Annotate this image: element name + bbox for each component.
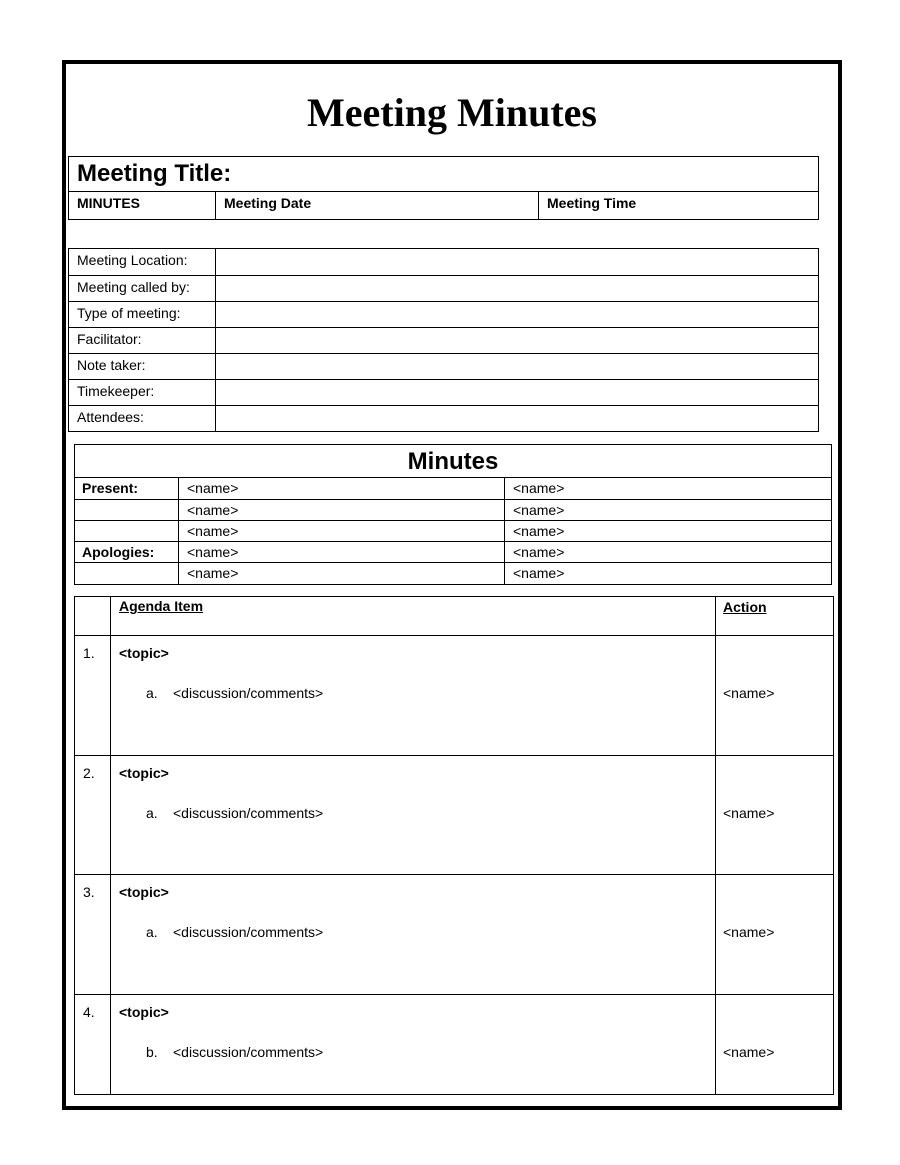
- attendee-name[interactable]: <name>: [513, 544, 565, 560]
- sub-item-letter: b.: [146, 1044, 158, 1060]
- info-row-attendees: [69, 405, 818, 432]
- minutes-heading: Minutes: [75, 445, 831, 478]
- info-row-facilitator: [69, 327, 818, 353]
- meeting-time-label[interactable]: Meeting Time: [547, 195, 637, 211]
- sub-item-letter: a.: [146, 805, 158, 821]
- info-row-timekeeper: [69, 379, 818, 405]
- attendance-row: [75, 520, 831, 541]
- agenda-topic[interactable]: <topic>: [119, 884, 169, 900]
- info-label: Note taker:: [77, 357, 146, 373]
- sub-item-letter: a.: [146, 924, 158, 940]
- agenda-number: 4.: [83, 1004, 95, 1020]
- agenda-table: [74, 596, 834, 1095]
- attendee-name[interactable]: <name>: [187, 544, 239, 560]
- action-owner[interactable]: <name>: [723, 924, 775, 940]
- attendance-row: [75, 541, 831, 562]
- action-owner[interactable]: <name>: [723, 685, 775, 701]
- attendee-name[interactable]: <name>: [513, 502, 565, 518]
- agenda-row: [75, 994, 833, 1094]
- agenda-item-header: Agenda Item: [119, 598, 204, 614]
- info-row-note-taker: [69, 353, 818, 379]
- action-header: Action: [723, 599, 767, 615]
- location-field[interactable]: [215, 249, 818, 275]
- discussion-comments[interactable]: <discussion/comments>: [173, 805, 324, 821]
- note-taker-field[interactable]: [215, 354, 818, 379]
- attendee-name[interactable]: <name>: [187, 502, 239, 518]
- attendee-name[interactable]: <name>: [187, 523, 239, 539]
- agenda-row: [75, 755, 833, 874]
- attendee-name[interactable]: <name>: [187, 480, 239, 496]
- divider: [215, 191, 216, 220]
- minutes-table: [74, 444, 832, 585]
- agenda-topic[interactable]: <topic>: [119, 765, 169, 781]
- discussion-comments[interactable]: <discussion/comments>: [173, 924, 324, 940]
- meeting-type-field[interactable]: [215, 302, 818, 327]
- apologies-label: Apologies:: [82, 544, 155, 560]
- attendance-row: [75, 499, 831, 520]
- attendee-name[interactable]: <name>: [513, 480, 565, 496]
- meeting-title-block: [68, 156, 819, 220]
- minutes-label: MINUTES: [77, 195, 140, 211]
- agenda-topic[interactable]: <topic>: [119, 645, 169, 661]
- timekeeper-field[interactable]: [215, 380, 818, 405]
- meeting-title-label: Meeting Title:: [77, 160, 232, 187]
- called-by-field[interactable]: [215, 276, 818, 301]
- agenda-header-row: [75, 597, 833, 635]
- page-frame: [62, 60, 842, 1110]
- agenda-number: 3.: [83, 884, 95, 900]
- agenda-row: [75, 874, 833, 994]
- attendees-field[interactable]: [215, 406, 818, 432]
- attendee-name[interactable]: <name>: [513, 523, 565, 539]
- info-label: Facilitator:: [77, 331, 142, 347]
- divider: [69, 191, 818, 192]
- agenda-topic[interactable]: <topic>: [119, 1004, 169, 1020]
- agenda-number: 1.: [83, 645, 95, 661]
- info-label: Timekeeper:: [77, 383, 155, 399]
- attendance-row: [75, 562, 831, 584]
- action-owner[interactable]: <name>: [723, 1044, 775, 1060]
- document-title: Meeting Minutes: [307, 90, 597, 135]
- attendee-name[interactable]: <name>: [513, 565, 565, 581]
- discussion-comments[interactable]: <discussion/comments>: [173, 685, 324, 701]
- info-row-location: [69, 249, 818, 275]
- info-row-called-by: [69, 275, 818, 301]
- info-label: Type of meeting:: [77, 305, 181, 321]
- agenda-number: 2.: [83, 765, 95, 781]
- info-row-type: [69, 301, 818, 327]
- info-label: Meeting called by:: [77, 279, 190, 295]
- attendance-row: [75, 478, 831, 499]
- action-owner[interactable]: <name>: [723, 805, 775, 821]
- sub-item-letter: a.: [146, 685, 158, 701]
- meeting-date-label[interactable]: Meeting Date: [224, 195, 312, 211]
- facilitator-field[interactable]: [215, 328, 818, 353]
- info-label: Attendees:: [77, 409, 144, 425]
- meeting-info-table: [68, 248, 819, 432]
- discussion-comments[interactable]: <discussion/comments>: [173, 1044, 324, 1060]
- info-label: Meeting Location:: [77, 252, 188, 268]
- present-label: Present:: [82, 480, 139, 496]
- agenda-row: [75, 635, 833, 755]
- attendee-name[interactable]: <name>: [187, 565, 239, 581]
- divider: [538, 191, 539, 220]
